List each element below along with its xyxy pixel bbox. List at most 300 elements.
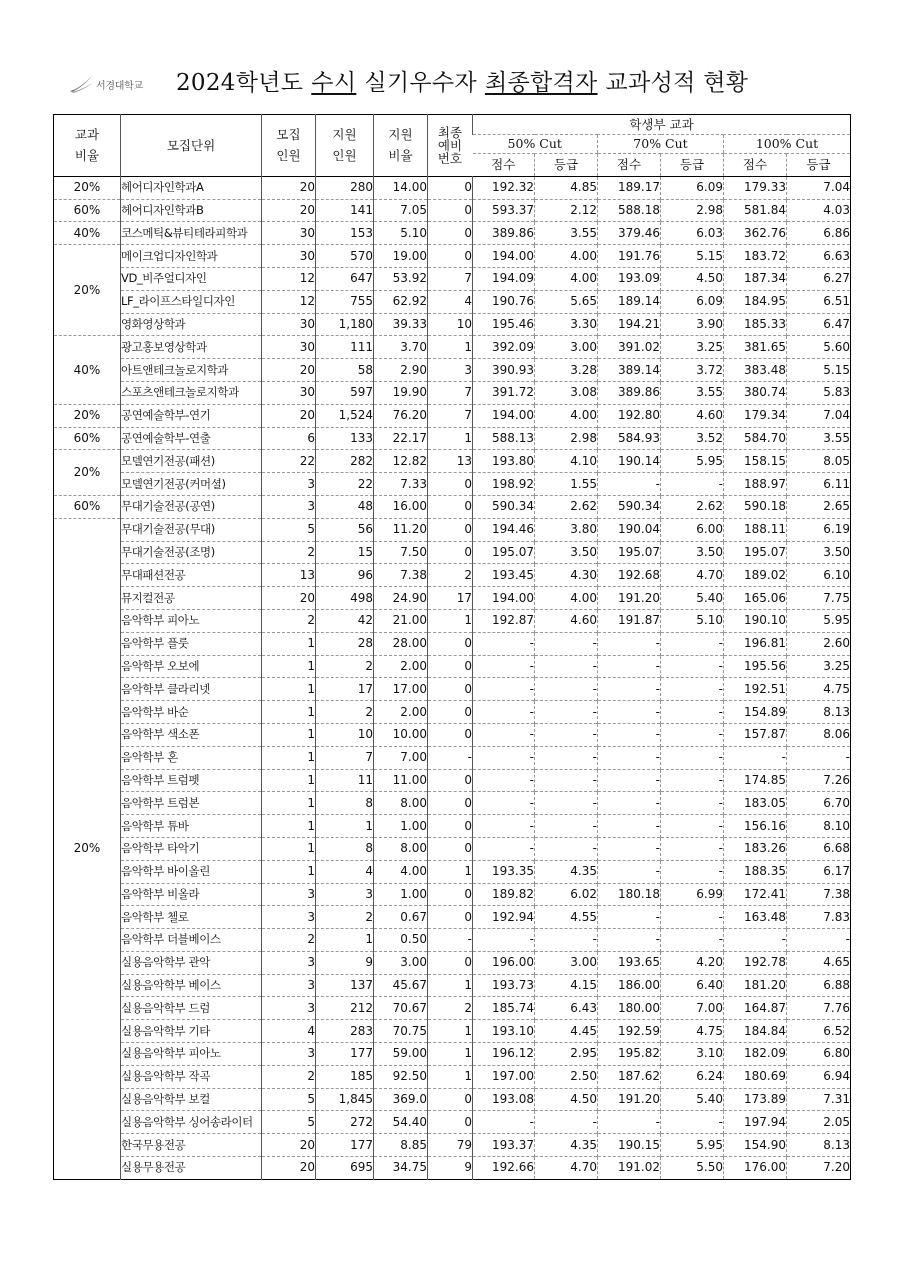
- waitlist-cell: 0: [428, 906, 473, 929]
- applicants-cell: 283: [316, 1020, 374, 1043]
- competition-cell: 19.00: [374, 245, 428, 268]
- cut100-grade-cell: -: [787, 746, 851, 769]
- waitlist-cell: 0: [428, 1111, 473, 1134]
- table-row: [54, 769, 851, 792]
- col-score-header: 점수: [598, 154, 661, 177]
- cut50-grade-cell: 3.08: [535, 381, 598, 404]
- cut100-grade-cell: 2.60: [787, 632, 851, 655]
- table-row: [54, 837, 851, 860]
- applicants-cell: 695: [316, 1157, 374, 1180]
- unit-cell: 음악학부 비올라: [121, 886, 200, 901]
- cut50-grade-cell: 1.55: [535, 473, 598, 496]
- table-row: [54, 1088, 851, 1111]
- cut50-score-cell: -: [473, 701, 535, 724]
- cut70-grade-cell: 6.24: [661, 1065, 724, 1088]
- quota-cell: 2: [262, 929, 316, 952]
- waitlist-cell: 0: [428, 678, 473, 701]
- applicants-cell: 7: [316, 746, 374, 769]
- cut50-grade-cell: 4.35: [535, 1134, 598, 1157]
- waitlist-cell: -: [428, 746, 473, 769]
- competition-cell: 14.00: [374, 176, 428, 199]
- cut50-score-cell: 390.93: [473, 359, 535, 382]
- cut100-score-cell: 362.76: [724, 222, 787, 245]
- waitlist-cell: 0: [428, 883, 473, 906]
- cut100-score-cell: 185.33: [724, 313, 787, 336]
- unit-cell: 공연예술학부-연기: [121, 404, 262, 427]
- cut70-score-cell: 192.68: [598, 564, 661, 587]
- quota-cell: 13: [262, 564, 316, 587]
- unit-cell: 음악학부 피아노: [121, 613, 200, 628]
- cut100-grade-cell: 6.88: [787, 974, 851, 997]
- cut50-grade-cell: 4.50: [535, 1088, 598, 1111]
- applicants-cell: 48: [316, 495, 374, 518]
- col-ratio-header: 교과 비율: [74, 127, 100, 164]
- table-row: [54, 906, 851, 929]
- unit-cell: 영화영상학과: [121, 316, 186, 331]
- competition-cell: 59.00: [374, 1043, 428, 1066]
- ratio-cell: 40%: [54, 336, 121, 404]
- applicants-cell: 570: [316, 245, 374, 268]
- cut70-grade-cell: 5.40: [661, 1088, 724, 1111]
- applicants-cell: 1,180: [316, 313, 374, 336]
- unit-cell: 음악학부 트럼펫: [121, 772, 200, 787]
- table-row: [54, 245, 851, 268]
- waitlist-cell: 1: [428, 609, 473, 632]
- competition-cell: 70.67: [374, 997, 428, 1020]
- table-row: [54, 176, 851, 199]
- applicants-cell: 42: [316, 609, 374, 632]
- cut70-grade-cell: 3.90: [661, 313, 724, 336]
- ratio-cell: 20%: [54, 245, 121, 336]
- unit-cell: 아트앤테크놀로지학과: [121, 362, 229, 377]
- cut100-score-cell: 195.56: [724, 655, 787, 678]
- cut50-grade-cell: 4.85: [535, 176, 598, 199]
- table-row: [54, 427, 851, 450]
- cut50-score-cell: 392.09: [473, 336, 535, 359]
- competition-cell: 1.00: [374, 883, 428, 906]
- cut100-grade-cell: 8.13: [787, 701, 851, 724]
- unit-cell: 공연예술학부-연출: [121, 427, 262, 450]
- cut70-score-cell: 389.86: [598, 381, 661, 404]
- applicants-cell: 3: [316, 883, 374, 906]
- cut50-grade-cell: -: [535, 929, 598, 952]
- waitlist-cell: 0: [428, 792, 473, 815]
- cut100-score-cell: 192.51: [724, 678, 787, 701]
- cut70-grade-cell: 3.52: [661, 427, 724, 450]
- university-logo: [68, 74, 158, 94]
- waitlist-cell: 1: [428, 860, 473, 883]
- applicants-cell: 212: [316, 997, 374, 1020]
- cut50-score-cell: 185.74: [473, 997, 535, 1020]
- unit-cell: 한국무용전공: [121, 1137, 186, 1152]
- quota-cell: 20: [262, 359, 316, 382]
- table-row: [54, 495, 851, 518]
- cut70-grade-cell: 3.50: [661, 541, 724, 564]
- cut100-grade-cell: 2.65: [787, 495, 851, 518]
- table-row: [54, 518, 851, 541]
- competition-cell: 70.75: [374, 1020, 428, 1043]
- table-row: [54, 222, 851, 245]
- cut100-score-cell: 179.34: [724, 404, 787, 427]
- title-suffix: 교과성적 현황: [605, 70, 749, 96]
- competition-cell: 45.67: [374, 974, 428, 997]
- cut70-score-cell: 180.00: [598, 997, 661, 1020]
- cut50-grade-cell: 3.00: [535, 951, 598, 974]
- competition-cell: 22.17: [374, 427, 428, 450]
- quota-cell: 20: [262, 1134, 316, 1157]
- cut70-grade-cell: -: [661, 723, 724, 746]
- waitlist-cell: -: [428, 929, 473, 952]
- cut50-score-cell: 593.37: [473, 199, 535, 222]
- cut100-score-cell: 174.85: [724, 769, 787, 792]
- unit-cell: 음악학부 타악기: [121, 841, 200, 856]
- applicants-cell: 755: [316, 290, 374, 313]
- cut70-grade-cell: -: [661, 701, 724, 724]
- waitlist-cell: 0: [428, 473, 473, 496]
- cut100-score-cell: 190.10: [724, 609, 787, 632]
- waitlist-cell: 9: [428, 1157, 473, 1180]
- cut70-score-cell: 192.80: [598, 404, 661, 427]
- cut50-score-cell: -: [473, 655, 535, 678]
- competition-cell: 2.00: [374, 655, 428, 678]
- cut50-grade-cell: -: [535, 815, 598, 838]
- cut50-grade-cell: 4.00: [535, 404, 598, 427]
- waitlist-cell: 1: [428, 974, 473, 997]
- quota-cell: 3: [262, 951, 316, 974]
- quota-cell: 1: [262, 837, 316, 860]
- cut70-score-cell: -: [598, 655, 661, 678]
- cut100-grade-cell: 6.80: [787, 1043, 851, 1066]
- competition-cell: 0.50: [374, 929, 428, 952]
- ratio-cell: 60%: [54, 495, 121, 518]
- cut70-grade-cell: -: [661, 929, 724, 952]
- cut50-score-cell: 196.12: [473, 1043, 535, 1066]
- applicants-cell: 2: [316, 701, 374, 724]
- applicants-cell: 153: [316, 222, 374, 245]
- cut100-grade-cell: 7.04: [787, 404, 851, 427]
- quota-cell: 12: [262, 267, 316, 290]
- waitlist-cell: 4: [428, 290, 473, 313]
- waitlist-cell: 7: [428, 267, 473, 290]
- competition-cell: 24.90: [374, 587, 428, 610]
- waitlist-cell: 0: [428, 815, 473, 838]
- cut70-score-cell: 187.62: [598, 1065, 661, 1088]
- table-row: [54, 404, 851, 427]
- applicants-cell: 1,524: [316, 404, 374, 427]
- table-row: [54, 792, 851, 815]
- cut50-score-cell: 190.76: [473, 290, 535, 313]
- title-category: 실기우수자: [364, 70, 477, 96]
- quota-cell: 30: [262, 313, 316, 336]
- quota-cell: 3: [262, 974, 316, 997]
- waitlist-cell: 0: [428, 769, 473, 792]
- cut50-score-cell: 194.09: [473, 267, 535, 290]
- competition-cell: 8.85: [374, 1134, 428, 1157]
- quota-cell: 3: [262, 906, 316, 929]
- competition-cell: 2.90: [374, 359, 428, 382]
- quota-cell: 3: [262, 1043, 316, 1066]
- cut50-grade-cell: 4.45: [535, 1020, 598, 1043]
- cut70-grade-cell: 6.09: [661, 176, 724, 199]
- cut50-score-cell: 195.07: [473, 541, 535, 564]
- unit-cell: 무대패션전공: [121, 567, 186, 582]
- cut70-score-cell: -: [598, 678, 661, 701]
- waitlist-cell: 0: [428, 245, 473, 268]
- unit-cell: 광고홍보영상학과: [121, 336, 262, 359]
- cut70-score-cell: -: [598, 837, 661, 860]
- quota-cell: 20: [262, 587, 316, 610]
- unit-cell: 음악학부 바이올린: [121, 864, 210, 879]
- cut70-grade-cell: 3.10: [661, 1043, 724, 1066]
- cut50-grade-cell: 4.15: [535, 974, 598, 997]
- cut100-score-cell: 192.78: [724, 951, 787, 974]
- cut50-score-cell: 193.37: [473, 1134, 535, 1157]
- quota-cell: 30: [262, 245, 316, 268]
- competition-cell: 28.00: [374, 632, 428, 655]
- cut100-grade-cell: 6.27: [787, 267, 851, 290]
- quota-cell: 4: [262, 1020, 316, 1043]
- cut100-grade-cell: 6.10: [787, 564, 851, 587]
- cut100-grade-cell: 3.25: [787, 655, 851, 678]
- competition-cell: 19.90: [374, 381, 428, 404]
- cut70-score-cell: 391.02: [598, 336, 661, 359]
- cut70-score-cell: -: [598, 815, 661, 838]
- unit-cell: 실용무용전공: [121, 1160, 186, 1175]
- competition-cell: 17.00: [374, 678, 428, 701]
- cut70-grade-cell: 4.20: [661, 951, 724, 974]
- ratio-cell: 20%: [54, 404, 121, 427]
- waitlist-cell: 2: [428, 564, 473, 587]
- cut50-score-cell: -: [473, 929, 535, 952]
- cut100-score-cell: 381.65: [724, 336, 787, 359]
- col-cut70-header: 70% Cut: [598, 135, 724, 154]
- cut100-grade-cell: 5.60: [787, 336, 851, 359]
- cut50-score-cell: -: [473, 746, 535, 769]
- cut50-grade-cell: 2.98: [535, 427, 598, 450]
- cut50-grade-cell: 3.80: [535, 518, 598, 541]
- cut70-score-cell: -: [598, 473, 661, 496]
- table-row: [54, 746, 851, 769]
- cut70-grade-cell: 5.15: [661, 245, 724, 268]
- cut100-score-cell: 165.06: [724, 587, 787, 610]
- quota-cell: 6: [262, 427, 316, 450]
- col-grade-header: 등급: [661, 154, 724, 177]
- cut50-score-cell: 588.13: [473, 427, 535, 450]
- cut70-score-cell: 190.14: [598, 450, 661, 473]
- cut50-score-cell: 193.80: [473, 450, 535, 473]
- cut100-grade-cell: 5.15: [787, 359, 851, 382]
- quota-cell: 3: [262, 883, 316, 906]
- waitlist-cell: 1: [428, 427, 473, 450]
- cut70-score-cell: -: [598, 632, 661, 655]
- applicants-cell: 8: [316, 837, 374, 860]
- applicants-cell: 1: [316, 929, 374, 952]
- ratio-cell: 40%: [54, 222, 121, 245]
- cut100-grade-cell: 6.63: [787, 245, 851, 268]
- cut70-grade-cell: 5.95: [661, 1134, 724, 1157]
- cut70-grade-cell: 7.00: [661, 997, 724, 1020]
- cut100-grade-cell: 6.52: [787, 1020, 851, 1043]
- cut100-grade-cell: 3.50: [787, 541, 851, 564]
- table-row: [54, 359, 851, 382]
- cut100-grade-cell: 7.76: [787, 997, 851, 1020]
- cut100-score-cell: 172.41: [724, 883, 787, 906]
- cut100-score-cell: 196.81: [724, 632, 787, 655]
- col-unit-header: 모집단위: [121, 115, 262, 177]
- cut50-grade-cell: 6.02: [535, 883, 598, 906]
- cut50-score-cell: 193.10: [473, 1020, 535, 1043]
- competition-cell: 92.50: [374, 1065, 428, 1088]
- cut70-score-cell: 186.00: [598, 974, 661, 997]
- col-applicants-header: 지원 인원: [316, 115, 374, 177]
- quota-cell: 1: [262, 632, 316, 655]
- waitlist-cell: 1: [428, 336, 473, 359]
- unit-cell: 음악학부 첼로: [121, 909, 189, 924]
- cut70-grade-cell: 3.72: [661, 359, 724, 382]
- table-row: [54, 974, 851, 997]
- col-cut50-header: 50% Cut: [473, 135, 598, 154]
- unit-cell: 실용음악학부 기타: [121, 1023, 210, 1038]
- waitlist-cell: 0: [428, 199, 473, 222]
- quota-cell: 12: [262, 290, 316, 313]
- cut100-grade-cell: 6.47: [787, 313, 851, 336]
- cut50-score-cell: -: [473, 678, 535, 701]
- waitlist-cell: 7: [428, 404, 473, 427]
- applicants-cell: 17: [316, 678, 374, 701]
- cut50-grade-cell: -: [535, 701, 598, 724]
- applicants-cell: 647: [316, 267, 374, 290]
- competition-cell: 16.00: [374, 495, 428, 518]
- cut50-score-cell: 193.35: [473, 860, 535, 883]
- cut70-score-cell: 379.46: [598, 222, 661, 245]
- cut100-grade-cell: 5.95: [787, 609, 851, 632]
- cut70-grade-cell: 5.95: [661, 450, 724, 473]
- cut50-grade-cell: 6.43: [535, 997, 598, 1020]
- cut70-score-cell: 191.02: [598, 1157, 661, 1180]
- table-row: [54, 1157, 851, 1180]
- competition-cell: 3.00: [374, 951, 428, 974]
- cut50-score-cell: 192.66: [473, 1157, 535, 1180]
- cut70-grade-cell: 4.70: [661, 564, 724, 587]
- applicants-cell: 15: [316, 541, 374, 564]
- cut50-grade-cell: 4.55: [535, 906, 598, 929]
- cut100-grade-cell: 8.13: [787, 1134, 851, 1157]
- cut70-grade-cell: -: [661, 906, 724, 929]
- competition-cell: 3.70: [374, 336, 428, 359]
- cut100-score-cell: 183.26: [724, 837, 787, 860]
- cut50-score-cell: 590.34: [473, 495, 535, 518]
- table-row: [54, 1134, 851, 1157]
- cut50-score-cell: -: [473, 1111, 535, 1134]
- cut100-grade-cell: 8.06: [787, 723, 851, 746]
- cut50-grade-cell: 3.28: [535, 359, 598, 382]
- unit-cell: 음악학부 색소폰: [121, 727, 200, 742]
- cut100-score-cell: 156.16: [724, 815, 787, 838]
- cut70-score-cell: -: [598, 769, 661, 792]
- cut100-grade-cell: 7.75: [787, 587, 851, 610]
- cut50-score-cell: 193.45: [473, 564, 535, 587]
- applicants-cell: 597: [316, 381, 374, 404]
- unit-cell: 뮤지컬전공: [121, 590, 175, 605]
- quota-cell: 1: [262, 860, 316, 883]
- table-row: [54, 473, 851, 496]
- cut100-score-cell: 157.87: [724, 723, 787, 746]
- cut50-score-cell: 196.00: [473, 951, 535, 974]
- cut50-grade-cell: 3.55: [535, 222, 598, 245]
- competition-cell: 4.00: [374, 860, 428, 883]
- competition-cell: 5.10: [374, 222, 428, 245]
- table-row: [54, 290, 851, 313]
- cut70-grade-cell: -: [661, 792, 724, 815]
- cut70-score-cell: -: [598, 1111, 661, 1134]
- waitlist-cell: 2: [428, 997, 473, 1020]
- applicants-cell: 177: [316, 1043, 374, 1066]
- cut100-score-cell: 584.70: [724, 427, 787, 450]
- table-row: [54, 541, 851, 564]
- waitlist-cell: 0: [428, 837, 473, 860]
- table-row: [54, 336, 851, 359]
- cut70-score-cell: -: [598, 792, 661, 815]
- unit-cell: 실용음악학부 싱어송라이터: [121, 1114, 253, 1129]
- competition-cell: 11.20: [374, 518, 428, 541]
- cut50-score-cell: -: [473, 815, 535, 838]
- cut50-grade-cell: 2.95: [535, 1043, 598, 1066]
- applicants-cell: 280: [316, 176, 374, 199]
- cut100-grade-cell: 8.05: [787, 450, 851, 473]
- cut70-score-cell: 588.18: [598, 199, 661, 222]
- cut70-score-cell: -: [598, 906, 661, 929]
- waitlist-cell: 3: [428, 359, 473, 382]
- applicants-cell: 2: [316, 906, 374, 929]
- cut70-grade-cell: -: [661, 746, 724, 769]
- cut50-score-cell: 193.08: [473, 1088, 535, 1111]
- cut100-score-cell: 182.09: [724, 1043, 787, 1066]
- cut100-score-cell: 184.84: [724, 1020, 787, 1043]
- quota-cell: 3: [262, 495, 316, 518]
- cut100-score-cell: 163.48: [724, 906, 787, 929]
- table-row: [54, 929, 851, 952]
- cut50-score-cell: -: [473, 837, 535, 860]
- competition-cell: 8.00: [374, 837, 428, 860]
- cut70-grade-cell: 6.99: [661, 883, 724, 906]
- unit-cell: 실용음악학부 보컬: [121, 1092, 210, 1107]
- unit-cell: 음악학부 클라리넷: [121, 681, 210, 696]
- cut70-score-cell: 180.18: [598, 883, 661, 906]
- unit-cell: 무대기술전공(무대): [121, 518, 262, 541]
- quota-cell: 1: [262, 655, 316, 678]
- cut100-grade-cell: 4.65: [787, 951, 851, 974]
- table-row: [54, 199, 851, 222]
- table-row: [54, 951, 851, 974]
- cut100-score-cell: 380.74: [724, 381, 787, 404]
- table-row: [54, 815, 851, 838]
- cut50-score-cell: -: [473, 632, 535, 655]
- competition-cell: 10.00: [374, 723, 428, 746]
- ratio-cell: 60%: [54, 427, 121, 450]
- cut50-grade-cell: -: [535, 1111, 598, 1134]
- quota-cell: 30: [262, 381, 316, 404]
- cut50-grade-cell: 4.35: [535, 860, 598, 883]
- cut100-score-cell: 188.97: [724, 473, 787, 496]
- cut50-grade-cell: 3.30: [535, 313, 598, 336]
- col-quota-header: 모집 인원: [262, 115, 316, 177]
- competition-cell: 34.75: [374, 1157, 428, 1180]
- page-title: [176, 64, 748, 97]
- waitlist-cell: 0: [428, 541, 473, 564]
- cut70-grade-cell: 4.50: [661, 267, 724, 290]
- unit-cell: 헤어디자인학과A: [121, 176, 262, 199]
- cut100-score-cell: -: [724, 746, 787, 769]
